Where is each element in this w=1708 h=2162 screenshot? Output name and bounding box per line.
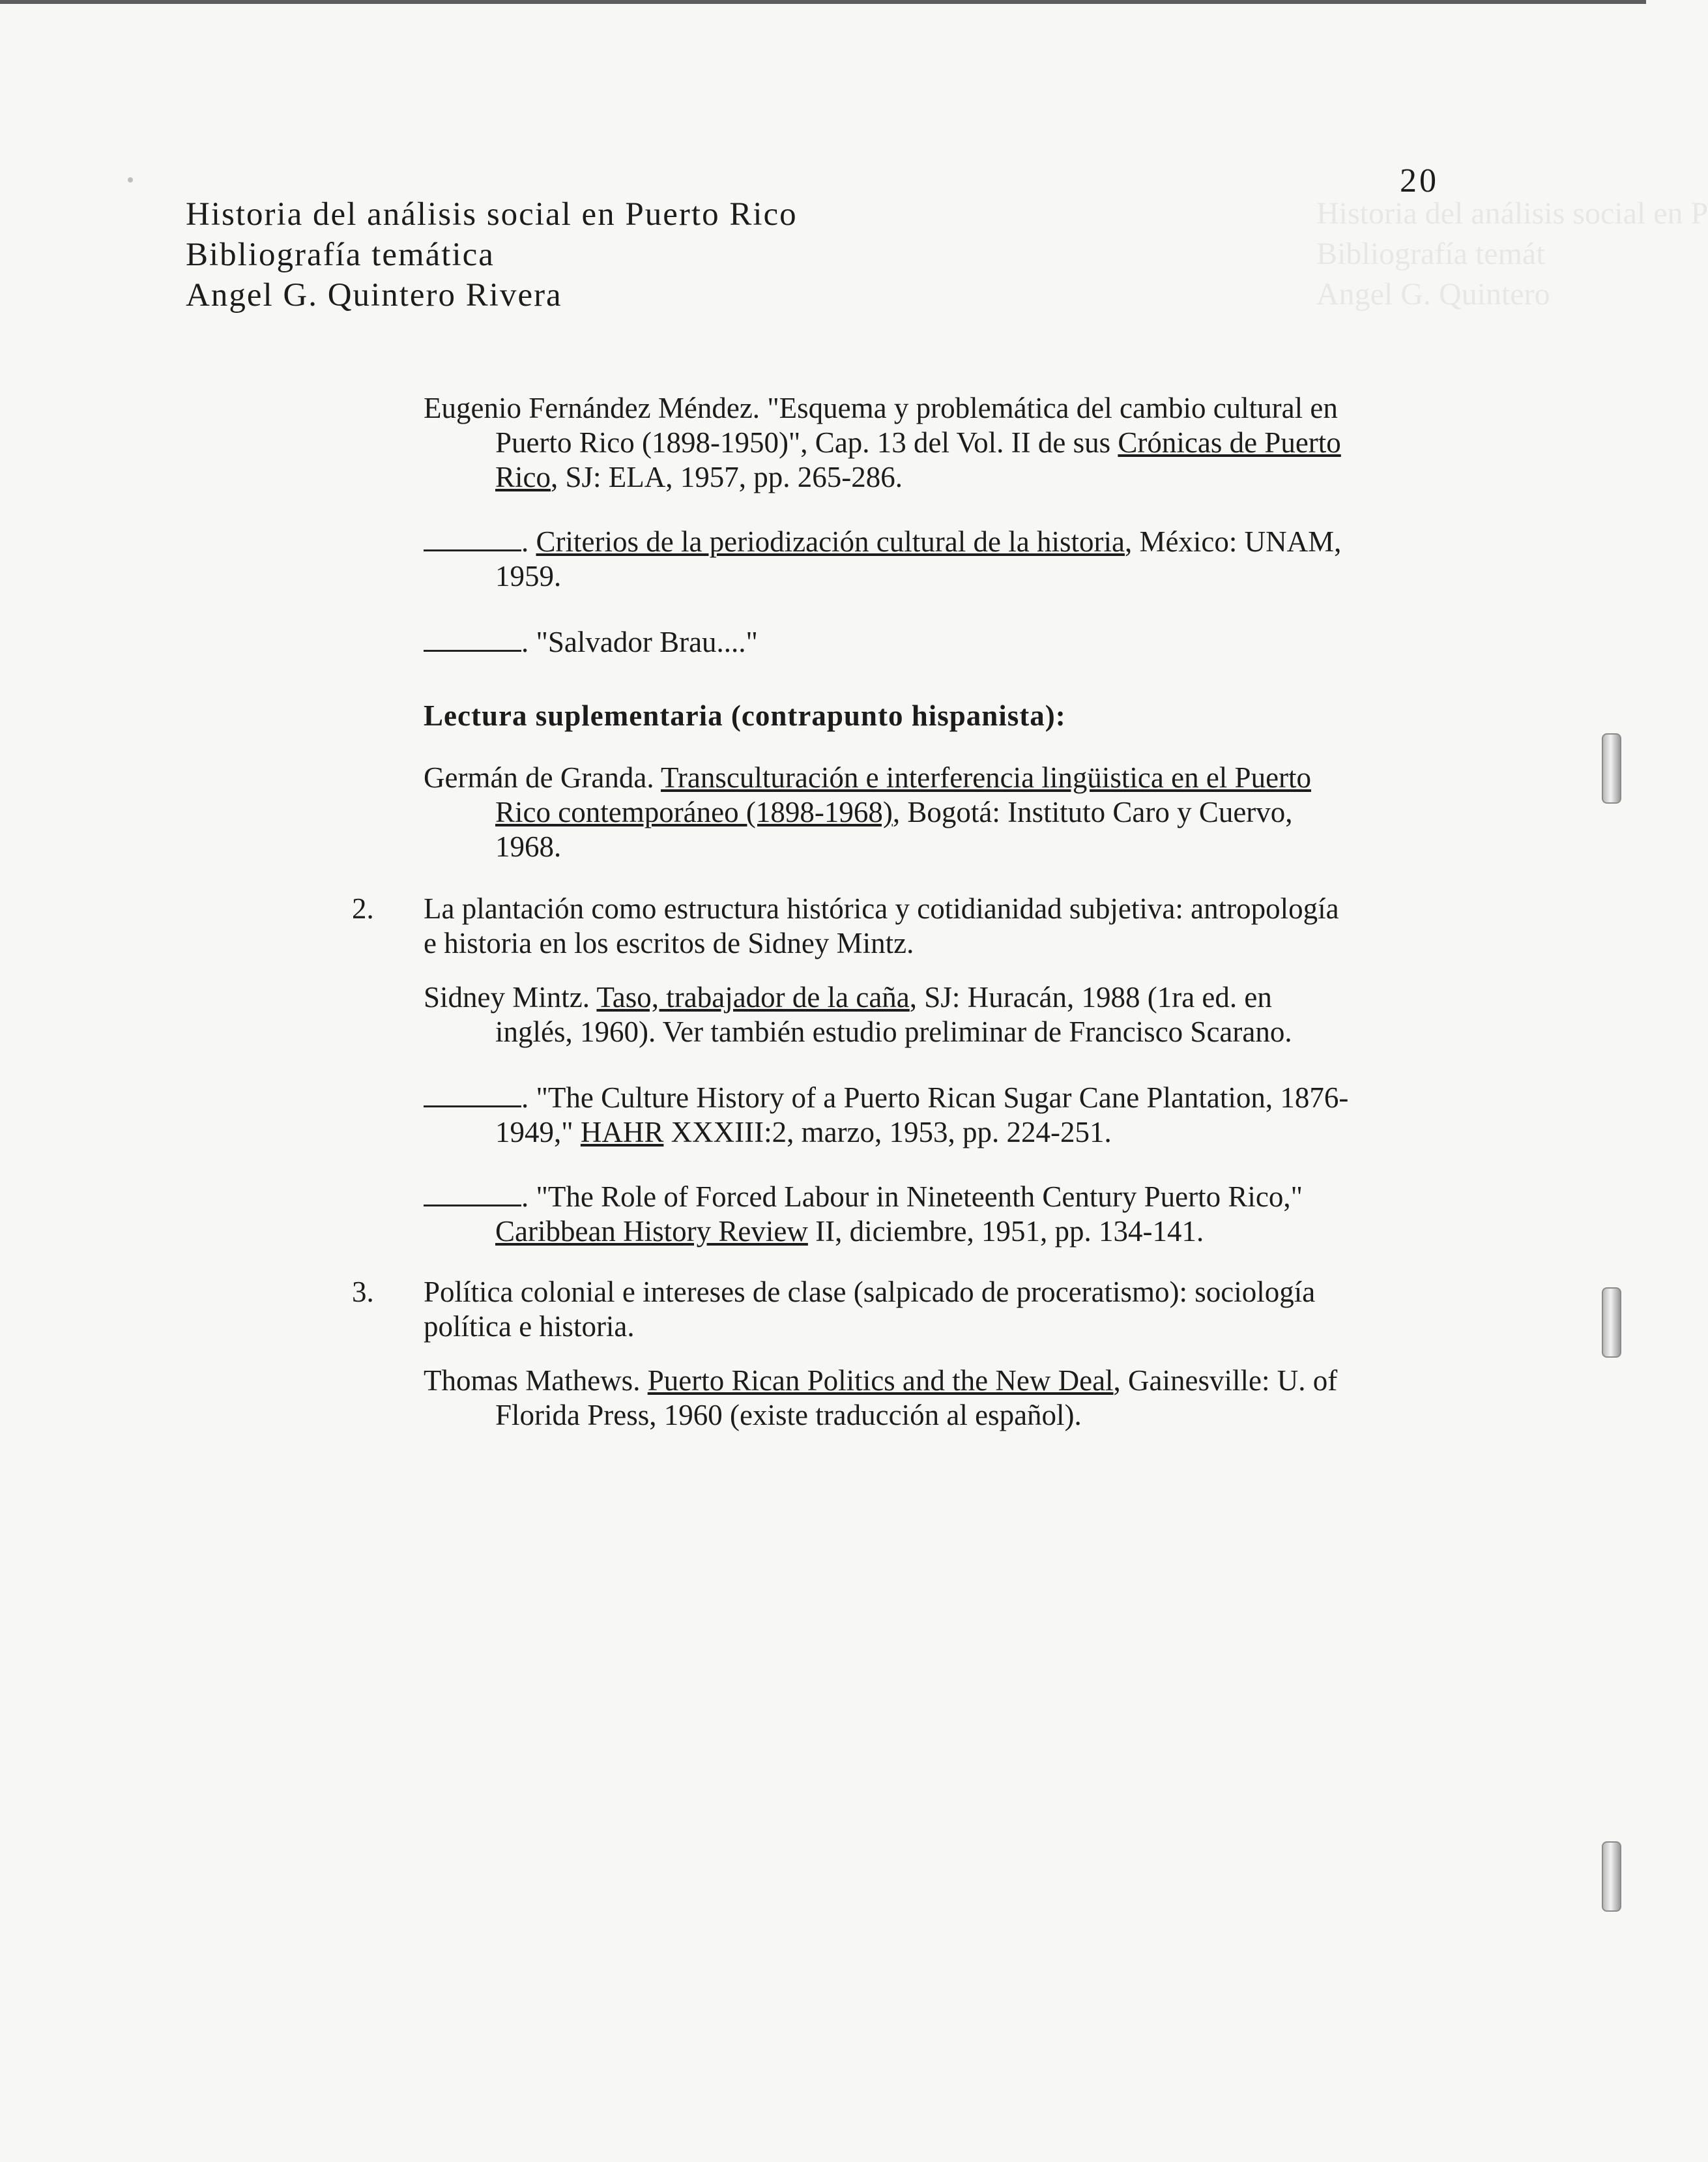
bib-entry: . "The Role of Forced Labour in Nineteenth Century Puerto Rico," Caribbean History Review II, diciembre, 1951, pp. 134-141. [424,1180,1355,1249]
entry-publication: , Gainesville: U. of Florida Press, 1960 (existe traducción al español). [495,1364,1338,1431]
entry-text: "The Role of Forced Labour in Nineteenth Century Puerto Rico," [536,1180,1303,1213]
entry-author: Eugenio Fernández Méndez. [424,392,760,424]
bleed-through: Historia del análisis social en P [1316,196,1708,231]
entry-author: Germán de Granda. [424,761,654,794]
bibliography-body [352,391,1355,1433]
entry-publication: XXXIII:2, marzo, 1953, pp. 224-251. [671,1116,1112,1148]
bib-entry [424,1364,1355,1433]
bleed-through: Angel G. Quintero [1316,277,1550,312]
header-subtitle: Bibliografía temática [186,237,495,273]
entry-title: Criterios de la periodización cultural de la historia [536,525,1125,558]
entry-publication: , SJ: Huracán, 1988 (1ra ed. en inglés, 1960). Ver también estudio preliminar de Francisco Scarano. [495,981,1292,1048]
ditto-blank [424,1083,521,1107]
entry-journal: Caribbean History Review [495,1215,808,1248]
bib-entry: . "Salvador Brau...." [424,625,1355,660]
entry-journal: HAHR [580,1116,664,1148]
ditto-blank [424,628,521,652]
binder-clip-mark [1602,1841,1621,1912]
scan-speck [128,177,133,183]
entry-text: "Esquema y problemática del cambio cultural en Puerto Rico (1898-1950)", Cap. 13 del Vol. II de sus [495,392,1338,459]
bib-entry [424,980,1355,1049]
bib-entry: . Criterios de la periodización cultural de la historia, México: UNAM, 1959. [424,525,1355,594]
section-text: Política colonial e intereses de clase (salpicado de proceratismo): sociología política e historia. [424,1276,1316,1343]
header-title: Historia del análisis social en Puerto Rico [186,196,798,233]
bib-entry: . "The Culture History of a Puerto Rican Sugar Cane Plantation, 1876-1949," HAHR XXXIII:2, marzo, 1953, pp. 224-251. [424,1081,1355,1150]
numbered-section [352,892,1355,961]
entry-title: Transculturación e interferencia lingüistica en el Puerto Rico contemporáneo (1898-1968) [495,761,1312,828]
bib-entry [424,391,1355,495]
section-number: 3. [352,1276,374,1308]
page-number: 20 [1400,162,1439,199]
entry-publication: , México: UNAM, 1959. [495,525,1342,592]
entry-publication: , Bogotá: Instituto Caro y Cuervo, 1968. [495,796,1293,863]
entry-text: "The Culture History of a Puerto Rican Sugar Cane Plantation, 1876-1949," [495,1081,1349,1148]
entry-author: Thomas Mathews. [424,1364,641,1397]
entry-title: Puerto Rican Politics and the New Deal [647,1364,1114,1397]
entry-text: "Salvador Brau...." [536,626,758,658]
entry-title: Taso, trabajador de la caña [596,981,910,1014]
section-number: 2. [352,892,374,925]
document-header [186,194,798,315]
entry-publication: , SJ: ELA, 1957, pp. 265-286. [551,461,903,493]
section-text: La plantación como estructura histórica y cotidianidad subjetiva: antropología e historia en los escritos de Sidney Mintz. [424,892,1339,959]
entry-title: Crónicas de Puerto Rico [495,426,1341,493]
binder-clip-mark [1602,733,1621,804]
entry-publication: II, diciembre, 1951, pp. 134-141. [815,1215,1204,1248]
top-rule [0,0,1646,4]
section-heading: Lectura suplementaria (contrapunto hispanista): [424,699,1066,732]
header-author: Angel G. Quintero Rivera [186,277,562,314]
bleed-through: Bibliografía temát [1316,237,1545,271]
bib-entry [424,761,1355,864]
entry-author: Sidney Mintz. [424,981,590,1014]
binder-clip-mark [1602,1287,1621,1358]
ditto-blank [424,1182,521,1206]
ditto-blank [424,527,521,551]
numbered-section [352,1275,1355,1344]
